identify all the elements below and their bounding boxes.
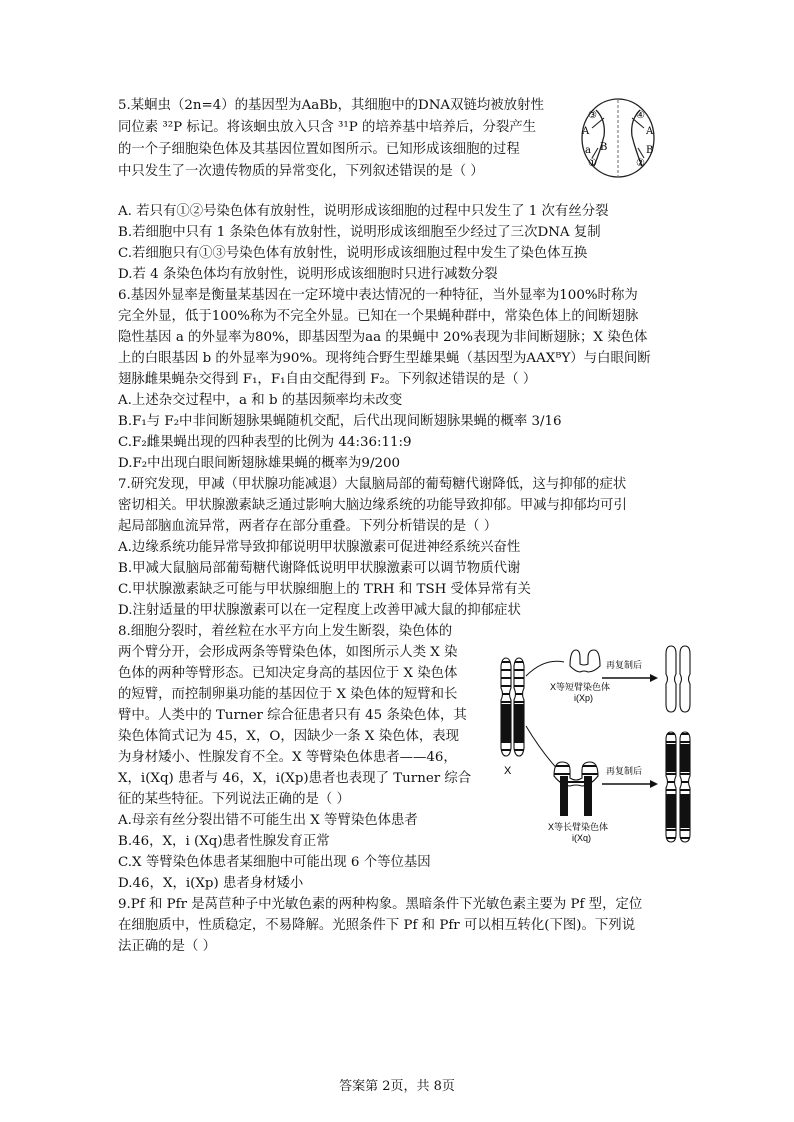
q8-option-a: A.母亲有丝分裂出错不可能生出 X 等臂染色体患者 — [118, 813, 418, 828]
q5-fig-label-2: ② — [636, 158, 645, 169]
q6-option-b: B.F₁与 F₂中非间断翅脉果蝇随机交配，后代出现间断翅脉果蝇的概率 3/16 — [118, 414, 562, 429]
q6-option-d: D.F₂中出现白眼间断翅脉雄果蝇的概率为9/200 — [118, 456, 401, 471]
q8-stem-line-8: X，i(Xq) 患者与 46，X，i(Xp)患者也表现了 Turner 综合 — [118, 771, 472, 786]
q5-option-b: B.若细胞中只有 1 条染色体有放射性，说明形成该细胞至少经过了三次DNA 复制 — [118, 225, 601, 240]
q6-stem-line-3: 隐性基因 a 的外显率为80%，即基因型为aa 的果蝇中 20%表现为非间断翅脉；X 染色体 — [118, 330, 648, 345]
q5-stem-line-1: 5.某蛔虫（2n=4）的基因型为AaBb，其细胞中的DNA双链均被放射性 — [118, 98, 544, 113]
q7-stem-line-3: 起局部脑血流异常，两者存在部分重叠。下列分析错误的是（ ） — [118, 519, 498, 534]
q6-option-a: A.上述杂交过程中，a 和 b 的基因频率均未改变 — [118, 393, 403, 408]
page-footer: 答案第 2页，共 8页 — [339, 1079, 455, 1094]
q8-stem-line-7: 为身材矮小、性腺发育不全。X 等臂染色体患者——46， — [118, 750, 457, 765]
q6-stem-line-5: 翅脉雌果蝇杂交得到 F₁，F₁自由交配得到 F₂。下列叙述错误的是（ ） — [118, 372, 537, 387]
q5-stem-line-3: 的一个子细胞染色体及其基因位置如图所示。已知形成该细胞的过程 — [118, 142, 520, 157]
x-chromosome-drawing — [501, 658, 524, 756]
q9-stem-line-3: 法正确的是（ ） — [118, 939, 216, 954]
q9-stem-line-2: 在细胞质中，性质稳定，不易降解。光照条件下 Pf 和 Pfr 可以相互转化(下图)。下列说 — [118, 918, 636, 933]
q5-stem-line-4: 中只发生了一次遗传物质的异常变化，下列叙述错误的是（ ） — [118, 164, 484, 179]
q5-stem-line-2: 同位素 ³²P 标记。将该蛔虫放入只含 ³¹P 的培养基中培养后，分裂产生 — [118, 120, 537, 135]
isochromosome-xq-drawing — [554, 762, 598, 816]
q6-stem-line-2: 完全外显，低于100%称为不完全外显。已知在一个果蝇种群中，常染色体上的间断翅脉 — [118, 309, 639, 324]
q8-stem-line-2: 两个臂分开，会形成两条等臂染色体，如图所示人类 X 染 — [118, 645, 458, 660]
q8-fig-upper-label: X等短臂染色体 — [550, 682, 611, 692]
q8-fig-lower-label: X等长臂染色体 — [548, 822, 609, 832]
q8-stem-line-5: 臂中。人类中的 Turner 综合征患者只有 45 条染色体，其 — [118, 708, 467, 723]
q8-stem-line-4: 的短臂，而控制卵巢功能的基因位于 X 染色体的短臂和长 — [118, 687, 458, 702]
q8-stem-line-3: 色体的两种等臂形态。已知决定身高的基因位于 X 染色体 — [118, 666, 458, 681]
q8-option-d: D.46，X，i(Xp) 患者身材矮小 — [118, 876, 304, 891]
q5-fig-label-1: ① — [588, 158, 597, 169]
q8-chromosome-figure — [490, 636, 700, 846]
q8-fig-x-label: X — [504, 765, 512, 777]
q9-stem-line-1: 9.Pf 和 Pfr 是莴苣种子中光敏色素的两种构象。黑暗条件下光敏色素主要为 Pf 型，定位 — [118, 897, 643, 912]
q5-fig-label-B1: B — [600, 142, 608, 153]
xp-result-drawing — [666, 646, 690, 712]
q8-stem-line-6: 染色体简式记为 45，X，O，因缺少一条 X 染色体，表现 — [118, 729, 460, 744]
q7-stem-line-1: 7.研究发现，甲减（甲状腺功能减退）大鼠脑局部的葡萄糖代谢降低，这与抑郁的症状 — [118, 477, 627, 492]
q7-option-a: A.边缘系统功能异常导致抑郁说明甲状腺激素可促进神经系统兴奋性 — [118, 540, 521, 555]
q8-fig-upper-sub: i(Xp) — [574, 693, 594, 703]
q8-stem-line-1: 8.细胞分裂时，着丝粒在水平方向上发生断裂，染色体的 — [118, 624, 453, 639]
q5-option-a: A. 若只有①②号染色体有放射性，说明形成该细胞的过程中只发生了 1 次有丝分裂 — [118, 204, 609, 219]
q8-fig-arrow-label-1: 再复制后 — [606, 660, 643, 670]
q5-fig-label-A2: A — [646, 126, 654, 137]
q6-stem-line-1: 6.基因外显率是衡量某基因在一定环境中表达情况的一种特征，当外显率为100%时称为 — [118, 288, 638, 303]
q6-stem-line-4: 上的白眼基因 b 的外显率为90%。现将纯合野生型雄果蝇（基因型为AAXᴮY）与白眼间断 — [118, 351, 651, 366]
q8-stem-line-9: 征的某些特征。下列说法正确的是（ ） — [118, 792, 350, 807]
xq-result-drawing — [666, 732, 690, 842]
q5-fig-label-4: ④ — [636, 110, 645, 121]
isochromosome-xp-drawing — [570, 650, 600, 672]
q5-fig-label-3: ③ — [588, 110, 597, 121]
q7-option-c: C.甲状腺激素缺乏可能与甲状腺细胞上的 TRH 和 TSH 受体异常有关 — [118, 582, 531, 597]
q8-option-b: B.46，X，i (Xq)患者性腺发育正常 — [118, 834, 330, 849]
q8-fig-lower-sub: i(Xq) — [572, 833, 592, 843]
q7-option-b: B.甲减大鼠脑局部葡萄糖代谢降低说明甲状腺激素可以调节物质代谢 — [118, 561, 521, 576]
q6-option-c: C.F₂雌果蝇出现的四种表型的比例为 44:36:11:9 — [118, 435, 412, 450]
q8-option-c: C.X 等臂染色体患者某细胞中可能出现 6 个等位基因 — [118, 855, 431, 870]
q5-cell-figure — [578, 96, 658, 180]
q5-option-d: D.若 4 条染色体均有放射性，说明形成该细胞时只进行减数分裂 — [118, 267, 498, 282]
q5-option-c: C.若细胞只有①③号染色体有放射性，说明形成该细胞过程中发生了染色体互换 — [118, 246, 588, 261]
q8-fig-arrow-label-2: 再复制后 — [606, 766, 643, 776]
q5-fig-label-a: a — [585, 145, 591, 156]
q7-option-d: D.注射适量的甲状腺激素可以在一定程度上改善甲减大鼠的抑郁症状 — [118, 603, 521, 618]
q5-fig-label-A1: A — [582, 126, 590, 137]
q5-fig-label-B2: B — [646, 145, 654, 156]
q7-stem-line-2: 密切相关。甲状腺激素缺乏通过影响大脑边缘系统的功能导致抑郁。甲减与抑郁均可引 — [118, 498, 627, 513]
